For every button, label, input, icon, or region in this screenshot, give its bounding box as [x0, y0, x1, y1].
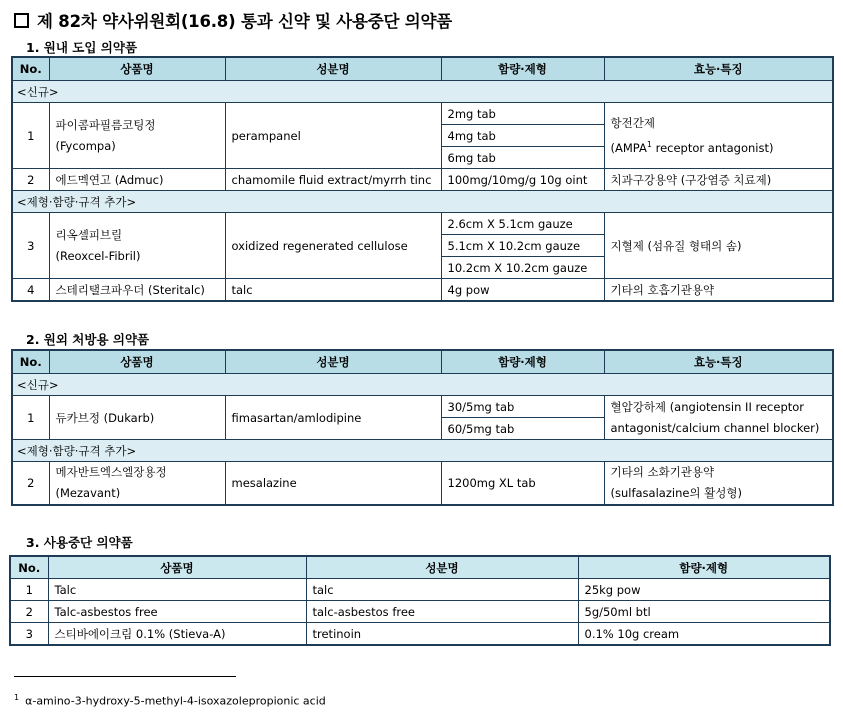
page-title: 제 82차 약사위원회(16.8) 통과 신약 및 사용중단 의약품	[14, 8, 452, 32]
table-row: 3 리옥셀피브릴 (Reoxcel-Fibril) oxidized regenerated cellulose 2.6cm X 5.1cm gauze 지혈제 (섬유질 형태의 솜)	[12, 213, 833, 235]
footnote-ref: 1	[646, 139, 652, 149]
header-no: No.	[12, 57, 49, 81]
efficacy: 혈압강하제 (angiotensin II receptor	[610, 399, 805, 414]
ingredient: perampanel	[225, 103, 441, 169]
strength: 10.2cm X 10.2cm gauze	[441, 257, 604, 279]
table-row: 1 Talc talc 25kg pow	[10, 579, 830, 601]
product-name: Talc-asbestos free	[48, 601, 306, 623]
ingredient: oxidized regenerated cellulose	[225, 213, 441, 279]
table-inhouse-drugs	[11, 56, 834, 302]
strength: 2mg tab	[441, 103, 604, 125]
table-row: 2 Talc-asbestos free talc-asbestos free 5g/50ml btl	[10, 601, 830, 623]
table-header-row	[12, 57, 833, 81]
strength: 6mg tab	[441, 147, 604, 169]
product-name-en: (Reoxcel-Fibril)	[55, 248, 141, 263]
square-bullet-icon	[14, 13, 29, 28]
product-name: Talc	[48, 579, 306, 601]
product-name-en: (Fycompa)	[55, 138, 116, 153]
strength: 25kg pow	[578, 579, 830, 601]
product-name: 파이콤파필름코팅정	[55, 117, 156, 132]
table-row: 1 파이콤파필름코팅정 (Fycompa) perampanel 2mg tab 항전간제 (AMPA$^1$ receptor antagonist)	[12, 103, 833, 125]
efficacy: 지혈제 (섬유질 형태의 솜)	[604, 213, 833, 279]
strength: 1200mg XL tab	[441, 462, 604, 506]
header-ingredient: 성분명	[225, 57, 441, 81]
product-name: 메자반트엑스엘장용정	[55, 465, 167, 479]
strength: 4mg tab	[441, 125, 604, 147]
efficacy: 기타의 호흡기관용약	[604, 279, 833, 302]
table-row: 1 듀카브정 (Dukarb) fimasartan/amlodipine 30/5mg tab 혈압강하제 (angiotensin II receptor antagonist/calcium channel blocker)	[12, 396, 833, 418]
table-row: 4 스테리탤크파우더 (Steritalc) talc 4g pow 기타의 호흡기관용약	[12, 279, 833, 302]
product-name: 에드멕연고 (Admuc)	[49, 169, 225, 191]
ingredient: tretinoin	[306, 623, 578, 646]
strength: 5.1cm X 10.2cm gauze	[441, 235, 604, 257]
section-heading-2: 2. 원외 처방용 의약품	[26, 332, 150, 347]
footnote-divider	[14, 676, 236, 677]
ingredient: mesalazine	[225, 462, 441, 506]
table-discontinued-drugs	[9, 555, 831, 646]
product-name: 리옥셀피브릴	[55, 227, 123, 242]
section-heading-3: 3. 사용중단 의약품	[26, 535, 133, 550]
header-product: 상품명	[49, 57, 225, 81]
product-name: 스테리탤크파우더 (Steritalc)	[49, 279, 225, 302]
subgroup-added: <제형·함량·규격 추가>	[12, 191, 833, 213]
table-header-row: No. 상품명 성분명 함량·제형	[10, 556, 830, 579]
ingredient: fimasartan/amlodipine	[225, 396, 441, 440]
strength: 4g pow	[441, 279, 604, 302]
strength: 5g/50ml btl	[578, 601, 830, 623]
ingredient: talc-asbestos free	[306, 601, 578, 623]
product-name: 듀카브정 (Dukarb)	[49, 396, 225, 440]
section-heading-1: 1. 원내 도입 의약품	[26, 40, 138, 55]
table-header-row: No. 상품명 성분명 함량·제형 효능·특징	[12, 350, 833, 374]
strength: 100mg/10mg/g 10g oint	[441, 169, 604, 191]
subgroup-new: <신규>	[12, 374, 833, 396]
strength: 0.1% 10g cream	[578, 623, 830, 646]
table-row: 3 스티바에이크림 0.1% (Stieva-A) tretinoin 0.1% 10g cream	[10, 623, 830, 646]
strength: 2.6cm X 5.1cm gauze	[441, 213, 604, 235]
strength: 30/5mg tab	[441, 396, 604, 418]
ingredient: talc	[225, 279, 441, 302]
strength: 60/5mg tab	[441, 418, 604, 440]
table-row: 2 메자반트엑스엘장용정 (Mezavant) mesalazine 1200mg XL tab 기타의 소화기관용약 (sulfasalazine의 활성형)	[12, 462, 833, 506]
efficacy: 기타의 소화기관용약	[610, 465, 715, 479]
product-name: 스티바에이크림 0.1% (Stieva-A)	[48, 623, 306, 646]
subgroup-new: <신규>	[12, 81, 833, 103]
table-row: 2 에드멕연고 (Admuc) chamomile fluid extract/myrrh tinc 100mg/10mg/g 10g oint 치과구강용약 (구강염증 치료제)	[12, 169, 833, 191]
footnote: $^1$ α-amino-3-hydroxy-5-methyl-4-isoxazolepropionic acid	[14, 693, 326, 708]
efficacy: 치과구강용약 (구강염증 치료제)	[604, 169, 833, 191]
subgroup-added: <제형·함량·규격 추가>	[12, 440, 833, 462]
header-efficacy: 효능·특징	[604, 57, 833, 81]
product-name-en: (Mezavant)	[55, 486, 121, 500]
efficacy: 항전간제	[610, 115, 655, 130]
header-strength: 함량·제형	[441, 57, 604, 81]
ingredient: chamomile fluid extract/myrrh tinc	[225, 169, 441, 191]
ingredient: talc	[306, 579, 578, 601]
table-outpatient-drugs	[11, 349, 834, 506]
